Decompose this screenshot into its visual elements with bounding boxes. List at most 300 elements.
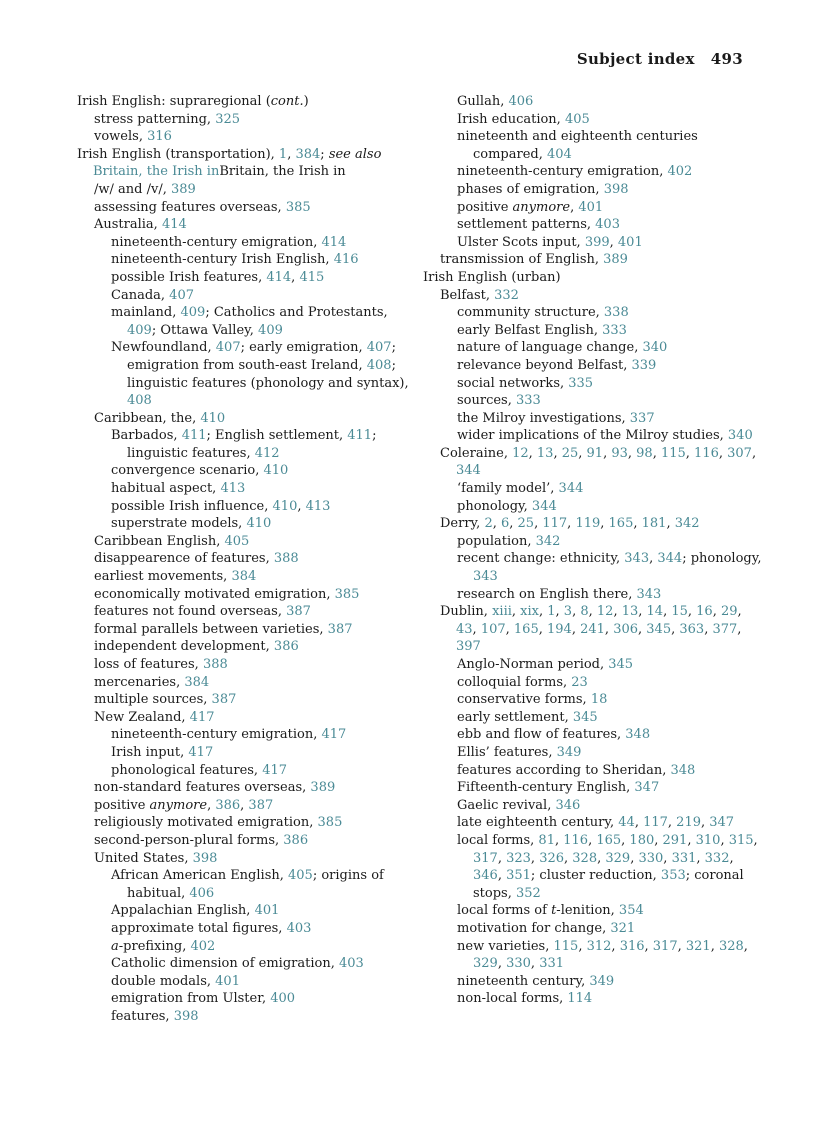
page-reference-link[interactable]: 345: [608, 657, 634, 672]
page-reference-link[interactable]: 417: [321, 727, 347, 743]
entry-text: ,: [600, 516, 609, 532]
page-reference-link[interactable]: 387: [211, 692, 237, 708]
entry-text: ,: [663, 850, 672, 866]
page-reference-link[interactable]: 331: [671, 850, 697, 866]
entry-text: ,: [638, 604, 647, 620]
entry-text: nineteenth century,: [457, 973, 590, 989]
page-reference-link[interactable]: 115: [553, 938, 579, 954]
page-reference-link[interactable]: 401: [578, 199, 604, 215]
page-reference-link[interactable]: 401: [215, 973, 240, 989]
entry-text: ,: [538, 621, 547, 637]
page-reference-link[interactable]: 385: [317, 815, 343, 831]
page-reference-link[interactable]: 352: [515, 885, 541, 901]
page-reference-link[interactable]: 348: [670, 762, 696, 778]
page-reference-link[interactable]: 91: [586, 445, 604, 461]
page-reference-link[interactable]: 385: [285, 199, 311, 215]
entry-text: second-person-plural forms,: [94, 832, 284, 848]
page-reference-link[interactable]: 399: [584, 234, 610, 250]
page-reference-link[interactable]: 116: [563, 832, 589, 848]
entry-text: ,: [712, 604, 721, 620]
page-reference-link[interactable]: 329: [605, 850, 631, 866]
entry-text: double modals,: [111, 973, 216, 989]
page-reference-link[interactable]: 117: [643, 815, 668, 831]
page-reference-link[interactable]: 333: [516, 393, 541, 409]
page-reference-link[interactable]: 316: [147, 129, 172, 145]
entry-text: ,: [578, 445, 587, 461]
entry-text: ,: [613, 604, 622, 620]
page-reference-link[interactable]: 415: [299, 269, 325, 285]
entry-text: emigration from Ulster,: [111, 991, 271, 1007]
page-reference-link[interactable]: 411: [347, 428, 373, 444]
page-reference-link[interactable]: 405: [564, 111, 590, 127]
page-reference-link[interactable]: xix: [520, 604, 539, 620]
entry-text: Caribbean, the,: [94, 410, 201, 426]
page-reference-link[interactable]: 81: [538, 832, 555, 848]
index-entry: [423, 93, 763, 111]
entry-text: ,: [667, 815, 677, 831]
index-entry: [423, 375, 763, 393]
page-reference-link[interactable]: 16: [696, 604, 713, 620]
entry-text: ,: [530, 850, 540, 866]
index-entry: [423, 498, 763, 516]
entry-text: ,: [737, 621, 742, 637]
entry-text: ,: [663, 604, 672, 620]
page-reference-link[interactable]: 353: [660, 868, 686, 884]
page-reference-link[interactable]: 414: [161, 217, 187, 233]
index-entry: [423, 779, 763, 797]
index-entry: [423, 586, 763, 604]
page-reference-link[interactable]: 339: [631, 357, 657, 373]
page-reference-link[interactable]: 377: [712, 621, 738, 637]
index-entry: [77, 234, 417, 252]
page-reference-link[interactable]: 317: [473, 850, 498, 866]
index-entry: [77, 251, 417, 269]
page-reference-link[interactable]: 344: [531, 498, 557, 514]
page-reference-link[interactable]: 387: [286, 604, 311, 620]
page-reference-link[interactable]: 409: [258, 322, 283, 338]
index-entry: [423, 797, 763, 815]
entry-text: ,: [497, 850, 507, 866]
page-reference-link[interactable]: 388: [273, 551, 299, 567]
entry-text: non-standard features overseas,: [94, 780, 311, 796]
entry-text: new varieties,: [457, 938, 554, 954]
page-reference-link[interactable]: 384: [231, 569, 257, 585]
page-reference-link[interactable]: 6: [500, 516, 510, 532]
index-entry: [77, 656, 417, 674]
entry-text: ; linguistic features,: [127, 428, 377, 461]
page-reference-link[interactable]: 25: [561, 445, 579, 461]
page-reference-link[interactable]: 114: [567, 991, 593, 1007]
page-reference-link[interactable]: 410: [246, 516, 272, 532]
page-reference-link[interactable]: 180: [629, 832, 655, 848]
page-reference-link[interactable]: 317: [652, 938, 678, 954]
page-reference-link[interactable]: 407: [169, 287, 194, 303]
italic-term: t: [551, 903, 557, 919]
page-reference-link[interactable]: 43: [456, 621, 473, 637]
page-reference-link[interactable]: 413: [305, 498, 331, 514]
page-reference-link[interactable]: 407: [215, 340, 241, 356]
page-reference-link[interactable]: 337: [629, 410, 655, 426]
entry-text: possible Irish features,: [111, 269, 267, 285]
page-reference-link[interactable]: 389: [603, 252, 628, 268]
index-entry: [77, 480, 417, 498]
page-reference-link[interactable]: 1: [547, 604, 556, 620]
page-reference-link[interactable]: 386: [273, 639, 299, 655]
page-reference-link[interactable]: 401: [254, 903, 280, 919]
entry-text: ,: [207, 797, 216, 813]
entry-text: ,: [701, 815, 710, 831]
page-reference-link[interactable]: 386: [283, 832, 309, 848]
index-entry: [423, 832, 763, 902]
entry-text: African American English,: [111, 868, 289, 884]
page-reference-link[interactable]: 310: [695, 832, 721, 848]
page-number: 493: [710, 50, 743, 68]
page-reference-link[interactable]: 412: [254, 445, 280, 461]
entry-text: loss of features,: [94, 657, 203, 672]
entry-text: -prefixing,: [118, 938, 191, 954]
entry-text: ,: [554, 832, 564, 848]
page-reference-link[interactable]: 347: [709, 815, 735, 831]
entry-text: nineteenth-century emigration,: [111, 234, 322, 250]
entry-text: ,: [534, 516, 543, 532]
index-entry: [423, 814, 763, 832]
entry-text: ,: [287, 146, 296, 162]
page-reference-link[interactable]: 330: [506, 956, 531, 972]
page-reference-link[interactable]: 351: [506, 868, 531, 884]
page-reference-link[interactable]: 403: [338, 956, 364, 972]
index-entry: [423, 726, 763, 744]
page-reference-link[interactable]: 411: [181, 428, 207, 444]
page-reference-link[interactable]: 408: [127, 393, 152, 409]
page-reference-link[interactable]: 307: [727, 445, 752, 461]
index-column-right: [423, 93, 763, 1008]
page-reference-link[interactable]: 29: [720, 604, 738, 620]
index-entry: [77, 762, 417, 780]
index-entry: [77, 586, 417, 604]
page-reference-link[interactable]: 119: [575, 516, 601, 532]
page-reference-link[interactable]: 306: [613, 621, 639, 637]
page-reference-link[interactable]: 25: [517, 516, 535, 532]
index-entry: [423, 410, 763, 428]
index-entry: [77, 199, 417, 217]
page-reference-link[interactable]: 328: [572, 850, 598, 866]
entry-text: ,: [603, 445, 612, 461]
entry-text: ,: [621, 832, 630, 848]
index-entry: [423, 550, 763, 585]
entry-text: nineteenth-century Irish English,: [111, 252, 334, 268]
page-reference-link[interactable]: 410: [263, 463, 289, 479]
page-reference-link[interactable]: 397: [456, 639, 481, 655]
entry-text: settlement patterns,: [457, 217, 596, 233]
page-reference-link[interactable]: 408: [366, 357, 392, 373]
index-entry: [77, 462, 417, 480]
page-reference-link[interactable]: 387: [248, 797, 274, 813]
entry-text: Catholic dimension of emigration,: [111, 956, 339, 972]
page-reference-link[interactable]: 321: [685, 938, 711, 954]
page-reference-link[interactable]: 98: [636, 445, 653, 461]
page-reference-link[interactable]: 387: [327, 621, 353, 637]
page-reference-link[interactable]: 340: [642, 340, 668, 356]
entry-text: ,: [753, 832, 758, 848]
entry-text: phases of emigration,: [457, 181, 604, 197]
page-reference-link[interactable]: 384: [295, 146, 321, 162]
index-entry: [77, 1008, 417, 1026]
index-entry: [423, 938, 763, 973]
page-reference-link[interactable]: 413: [220, 481, 246, 497]
page-reference-link[interactable]: 349: [589, 973, 615, 989]
entry-text: /w/ and /v/,: [94, 181, 171, 197]
page-reference-link[interactable]: 345: [572, 709, 598, 725]
page-reference-link[interactable]: 398: [603, 181, 629, 197]
entry-text: ,: [638, 621, 647, 637]
index-entry: [77, 304, 417, 339]
entry-text: recent change: ethnicity,: [457, 551, 625, 567]
entry-text: early settlement,: [457, 709, 573, 725]
entry-text: ,: [671, 621, 680, 637]
index-entry: [423, 445, 763, 480]
page-reference-link[interactable]: 384: [184, 674, 210, 690]
page-reference-link[interactable]: 329: [473, 956, 498, 972]
entry-text: formal parallels between varieties,: [94, 621, 328, 637]
page-reference-link[interactable]: 330: [638, 850, 664, 866]
page-reference-link[interactable]: 12: [596, 604, 614, 620]
index-entry: [77, 779, 417, 797]
page-reference-link[interactable]: 115: [660, 445, 686, 461]
page-reference-link[interactable]: 416: [333, 252, 359, 268]
page-reference-link[interactable]: xiii: [492, 604, 512, 620]
page-reference-link[interactable]: 400: [270, 991, 296, 1007]
page-reference-link[interactable]: 417: [188, 744, 214, 760]
entry-text: nineteenth-century emigration,: [111, 727, 322, 743]
index-entry: [77, 515, 417, 533]
entry-text: ; coronal stops,: [473, 868, 744, 901]
page-reference-link[interactable]: 340: [727, 428, 753, 444]
index-entry: [423, 533, 763, 551]
index-entry: [423, 163, 763, 181]
page-reference-link[interactable]: 2: [484, 516, 493, 532]
page-reference-link[interactable]: 332: [704, 850, 730, 866]
page-reference-link[interactable]: 407: [366, 340, 392, 356]
index-entry: [77, 638, 417, 656]
page-reference-link[interactable]: 3: [563, 604, 573, 620]
index-entry: [77, 920, 417, 938]
page-reference-link[interactable]: 386: [215, 797, 241, 813]
italic-term: anymore: [149, 797, 208, 813]
page-reference-link[interactable]: 410: [272, 498, 298, 514]
page-reference-link[interactable]: 346: [473, 868, 498, 884]
page-reference-link[interactable]: 344: [657, 551, 683, 567]
page-reference-link[interactable]: 328: [718, 938, 744, 954]
entry-text: ,: [687, 832, 696, 848]
page-reference-link[interactable]: 107: [480, 621, 506, 637]
index-entry: [423, 234, 763, 252]
entry-text: ,: [630, 850, 639, 866]
page-reference-link[interactable]: 321: [610, 920, 636, 936]
page-reference-link[interactable]: 14: [646, 604, 664, 620]
page-reference-link[interactable]: 406: [189, 885, 215, 901]
italic-term: a: [111, 938, 119, 954]
page-reference-link[interactable]: 345: [646, 621, 672, 637]
page-reference-link[interactable]: 348: [625, 727, 651, 743]
page-reference-link[interactable]: 323: [506, 850, 531, 866]
page-reference-link[interactable]: 312: [586, 938, 612, 954]
page-reference-link[interactable]: 389: [310, 780, 336, 796]
page-reference-link[interactable]: 338: [603, 305, 629, 321]
page-reference-link[interactable]: 291: [662, 832, 688, 848]
page-reference-link[interactable]: 385: [334, 586, 360, 602]
page-reference-link[interactable]: 13: [536, 445, 554, 461]
page-reference-link[interactable]: 344: [456, 463, 481, 479]
index-entry: [77, 621, 417, 639]
index-entry: [77, 744, 417, 762]
page-reference-link[interactable]: 363: [679, 621, 705, 637]
entry-text: Irish English (urban): [423, 269, 561, 285]
page-reference-link[interactable]: 23: [571, 674, 588, 690]
index-entry: [423, 973, 763, 991]
page-reference-link[interactable]: 219: [676, 815, 701, 831]
entry-text: convergence scenario,: [111, 463, 264, 479]
page-reference-link[interactable]: 326: [539, 850, 565, 866]
page-reference-link[interactable]: 316: [619, 938, 645, 954]
entry-text: nineteenth and eighteenth centuries compared,: [457, 129, 698, 162]
page-reference-link[interactable]: 404: [547, 146, 572, 162]
entry-text: phonological features,: [111, 762, 263, 778]
entry-text: ,: [530, 956, 540, 972]
entry-text: ; phonology,: [682, 551, 762, 567]
page-reference-link[interactable]: 116: [694, 445, 719, 461]
page-reference-link[interactable]: 333: [602, 322, 627, 338]
entry-text: mainland,: [111, 305, 181, 321]
page-reference-link[interactable]: 325: [215, 111, 241, 127]
page-reference-link[interactable]: 417: [262, 762, 288, 778]
page-reference-link[interactable]: 241: [580, 621, 605, 637]
page-reference-link[interactable]: 417: [189, 709, 215, 725]
page-reference-link[interactable]: 389: [170, 181, 196, 197]
entry-text: phonology,: [457, 498, 532, 514]
page-reference-link[interactable]: 165: [608, 516, 634, 532]
page-reference-link[interactable]: 388: [202, 657, 228, 672]
page-reference-link[interactable]: 405: [288, 868, 313, 884]
entry-text: ,: [666, 516, 675, 532]
index-entry: [423, 287, 763, 305]
page-reference-link[interactable]: 13: [621, 604, 639, 620]
page-reference-link[interactable]: 332: [494, 287, 519, 303]
page-reference-link[interactable]: 414: [266, 269, 292, 285]
entry-text: ,: [718, 445, 728, 461]
page-reference-link[interactable]: 8: [580, 604, 589, 620]
page-reference-link[interactable]: 354: [618, 903, 644, 919]
page-reference-link[interactable]: 18: [590, 692, 608, 708]
page-reference-link[interactable]: 343: [624, 551, 650, 567]
page-reference-link[interactable]: 93: [611, 445, 628, 461]
entry-text: social networks,: [457, 375, 569, 391]
page-reference-link[interactable]: 414: [321, 234, 347, 250]
index-entry: [77, 498, 417, 516]
page-reference-link[interactable]: 12: [512, 445, 529, 461]
entry-text: Derry,: [440, 516, 485, 532]
page-reference-link[interactable]: 403: [286, 920, 312, 936]
page-reference-link[interactable]: 410: [200, 410, 226, 426]
entry-text: ): [303, 94, 309, 109]
page-reference-link[interactable]: 398: [192, 850, 218, 866]
index-entry: [77, 568, 417, 586]
entry-text: ,: [627, 445, 637, 461]
page-reference-link[interactable]: 406: [508, 94, 534, 109]
page-reference-link[interactable]: 194: [547, 621, 572, 637]
page-reference-link[interactable]: Britain, the Irish in: [93, 164, 220, 180]
page-reference-link[interactable]: 342: [674, 516, 700, 532]
page-reference-link[interactable]: 331: [539, 956, 565, 972]
entry-text: Caribbean English,: [94, 533, 225, 549]
page-reference-link[interactable]: 405: [224, 533, 250, 549]
page-reference-link[interactable]: 342: [535, 533, 561, 549]
index-entry: [423, 744, 763, 762]
index-entry: [423, 515, 763, 533]
entry-text: Irish English (transportation),: [77, 146, 279, 162]
page-reference-link[interactable]: 335: [568, 375, 594, 391]
page-reference-link[interactable]: 349: [556, 744, 582, 760]
entry-text: the Milroy investigations,: [457, 410, 630, 426]
page-reference-link[interactable]: 165: [596, 832, 622, 848]
index-entry: [77, 832, 417, 850]
entry-text: Britain, the Irish in: [219, 164, 346, 180]
index-column-left: [77, 93, 417, 1025]
entry-text: early Belfast English,: [457, 322, 603, 338]
entry-text: Barbados,: [111, 428, 182, 444]
index-entry: [77, 902, 417, 920]
entry-text: Newfoundland,: [111, 340, 216, 356]
page-reference-link[interactable]: 403: [595, 217, 620, 233]
page-reference-link[interactable]: 315: [728, 832, 754, 848]
entry-text: nature of language change,: [457, 340, 643, 356]
page-reference-link[interactable]: 402: [190, 938, 216, 954]
entry-text: ,: [654, 832, 663, 848]
entry-text: ; early emigration,: [240, 340, 367, 356]
entry-text: ,: [578, 938, 587, 954]
page-reference-link[interactable]: 44: [618, 815, 635, 831]
entry-text: ,: [677, 938, 686, 954]
entry-text: ,: [570, 199, 579, 215]
entry-text: ; cluster reduction,: [530, 868, 661, 884]
page-reference-link[interactable]: 409: [180, 305, 206, 321]
page-reference-link[interactable]: 343: [473, 569, 498, 585]
page-reference-link[interactable]: 181: [641, 516, 667, 532]
index-entry: [423, 480, 763, 498]
page-reference-link[interactable]: 343: [636, 586, 662, 602]
entry-text: New Zealand,: [94, 709, 190, 725]
entry-text: Appalachian English,: [111, 903, 255, 919]
index-entry: [423, 111, 763, 129]
entry-text: community structure,: [457, 305, 604, 321]
italic-term: anymore: [512, 199, 571, 215]
page-reference-link[interactable]: 15: [671, 604, 688, 620]
page-reference-link[interactable]: 117: [542, 516, 568, 532]
entry-text: ,: [555, 604, 564, 620]
page-reference-link[interactable]: 398: [173, 1008, 199, 1024]
index-entry: [423, 691, 763, 709]
page-reference-link[interactable]: 165: [513, 621, 539, 637]
entry-text: ,: [564, 850, 573, 866]
page-reference-link[interactable]: 1: [278, 146, 288, 162]
page-reference-link[interactable]: 347: [634, 780, 660, 796]
page-reference-link[interactable]: 346: [555, 797, 581, 813]
page-reference-link[interactable]: 344: [558, 481, 584, 497]
entry-text: ,: [704, 621, 713, 637]
page-reference-link[interactable]: 402: [667, 164, 693, 180]
page-reference-link[interactable]: 409: [127, 322, 152, 338]
entry-text: sources,: [457, 393, 516, 409]
page-reference-link[interactable]: 401: [617, 234, 643, 250]
